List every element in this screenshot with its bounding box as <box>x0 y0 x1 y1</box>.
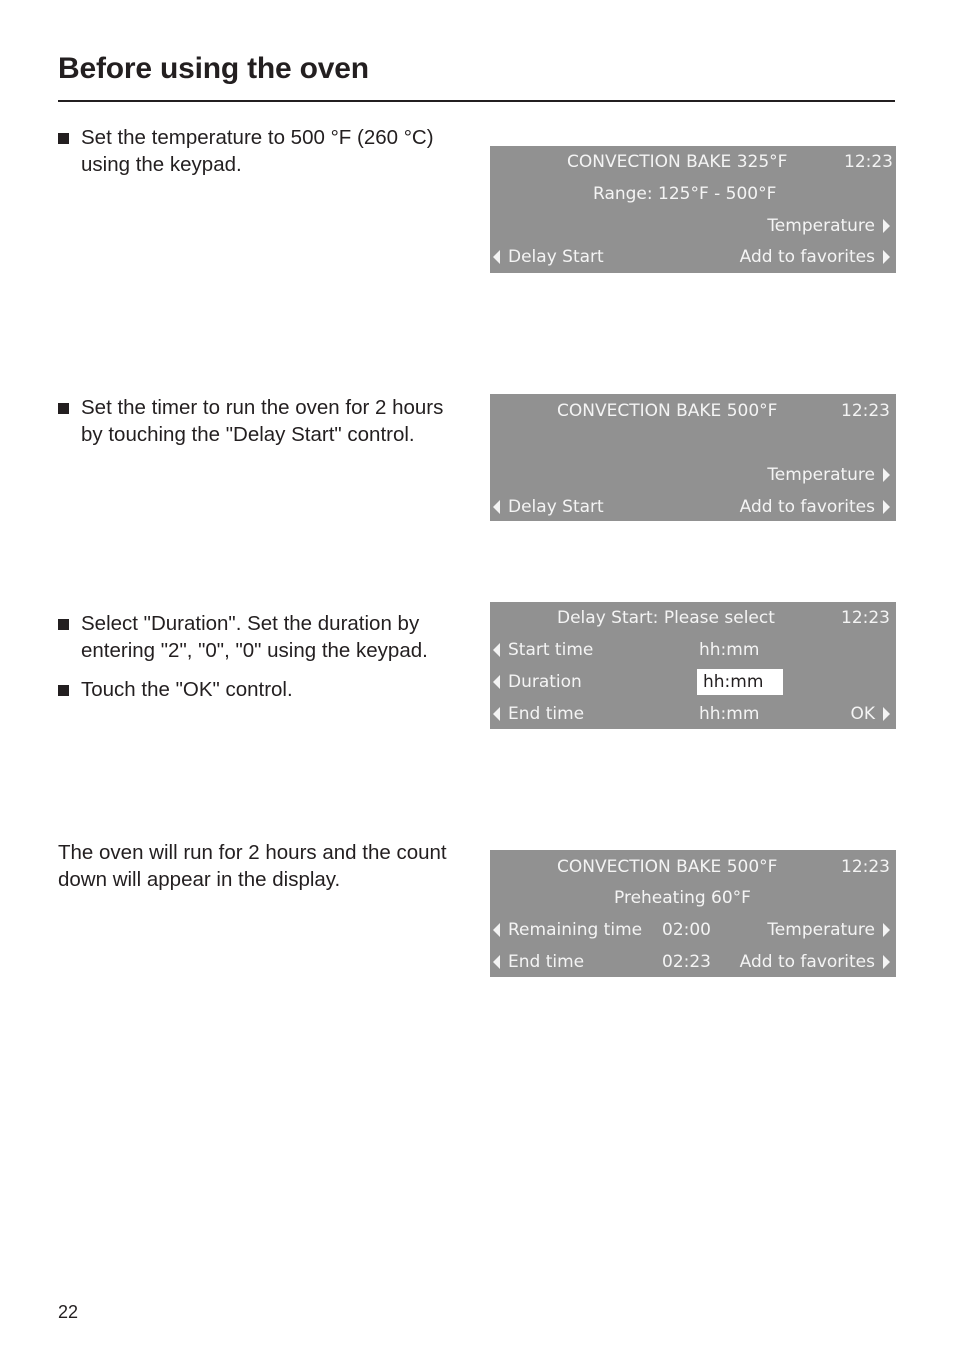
oven-display-3 <box>490 602 896 729</box>
display-clock: 12:23 <box>844 152 893 172</box>
display-clock: 12:23 <box>841 608 890 628</box>
remaining-time-control[interactable] <box>493 920 642 940</box>
page-title: Before using the oven <box>58 52 369 85</box>
temperature-control[interactable] <box>767 920 890 940</box>
start-time-value: hh:mm <box>699 640 760 660</box>
delay-start-control[interactable] <box>493 247 604 267</box>
oven-display-2 <box>490 394 896 521</box>
remaining-time-value: 02:00 <box>662 920 711 940</box>
step-text: Set the temperature to 500 °F (260 °C) using the keypad. <box>81 126 434 176</box>
step-item <box>58 124 463 178</box>
bullet-square-icon <box>58 685 69 696</box>
delay-start-control[interactable] <box>493 497 604 517</box>
favorites-label: Add to favorites <box>739 497 875 517</box>
result-paragraph <box>58 839 463 893</box>
temperature-label: Temperature <box>767 465 875 485</box>
add-to-favorites-control[interactable] <box>740 952 890 972</box>
bullet-square-icon <box>58 133 69 144</box>
step-item <box>58 610 463 664</box>
temperature-label: Temperature <box>767 216 875 236</box>
end-time-control[interactable] <box>493 704 584 724</box>
start-time-control[interactable] <box>493 640 593 660</box>
end-time-control[interactable] <box>493 952 584 972</box>
title-rule <box>58 100 895 102</box>
preheating-status: Preheating 60°F <box>614 888 751 908</box>
favorites-label: Add to favorites <box>739 952 875 972</box>
duration-value: hh:mm <box>703 672 764 692</box>
oven-display-4 <box>490 850 896 977</box>
delay-start-label: Delay Start <box>508 247 604 267</box>
page-number: 22 <box>58 1302 79 1322</box>
display-clock: 12:23 <box>841 401 890 421</box>
temperature-control[interactable] <box>767 216 890 236</box>
favorites-label: Add to favorites <box>739 247 875 267</box>
end-time-label: End time <box>508 952 585 972</box>
step-block-3 <box>58 610 463 715</box>
ok-label: OK <box>850 704 875 724</box>
oven-display-1 <box>490 146 896 273</box>
duration-control[interactable] <box>493 672 582 692</box>
display-header: CONVECTION BAKE 500°F <box>557 857 778 877</box>
result-text: The oven will run for 2 hours and the count down will appear in the display. <box>58 841 447 891</box>
step-block-1 <box>58 124 463 190</box>
end-time-value: 02:23 <box>662 952 711 972</box>
step-item <box>58 394 463 448</box>
add-to-favorites-control[interactable] <box>740 497 890 517</box>
add-to-favorites-control[interactable] <box>740 247 890 267</box>
delay-start-label: Delay Start <box>508 497 604 517</box>
end-time-value: hh:mm <box>699 704 760 724</box>
end-time-label: End time <box>508 704 585 724</box>
display-clock: 12:23 <box>841 857 890 877</box>
duration-input[interactable] <box>697 669 783 695</box>
step-text: Set the timer to run the oven for 2 hours by touching the "Delay Start" control. <box>81 396 444 446</box>
step-block-2 <box>58 394 463 460</box>
display-header: CONVECTION BAKE 325°F <box>567 152 788 172</box>
start-time-label: Start time <box>508 640 594 660</box>
display-header: Delay Start: Please select <box>557 608 775 628</box>
ok-control[interactable] <box>850 704 890 724</box>
display-range: Range: 125°F - 500°F <box>593 184 777 204</box>
step-text: Select "Duration". Set the duration by entering "2", "0", "0" using the keypad. <box>81 612 428 662</box>
remaining-time-label: Remaining time <box>508 920 643 940</box>
display-header: CONVECTION BAKE 500°F <box>557 401 778 421</box>
step-text: Touch the "OK" control. <box>81 678 293 701</box>
temperature-label: Temperature <box>767 920 875 940</box>
step-item <box>58 676 463 703</box>
temperature-control[interactable] <box>767 465 890 485</box>
bullet-square-icon <box>58 403 69 414</box>
bullet-square-icon <box>58 619 69 630</box>
duration-label: Duration <box>508 672 582 692</box>
